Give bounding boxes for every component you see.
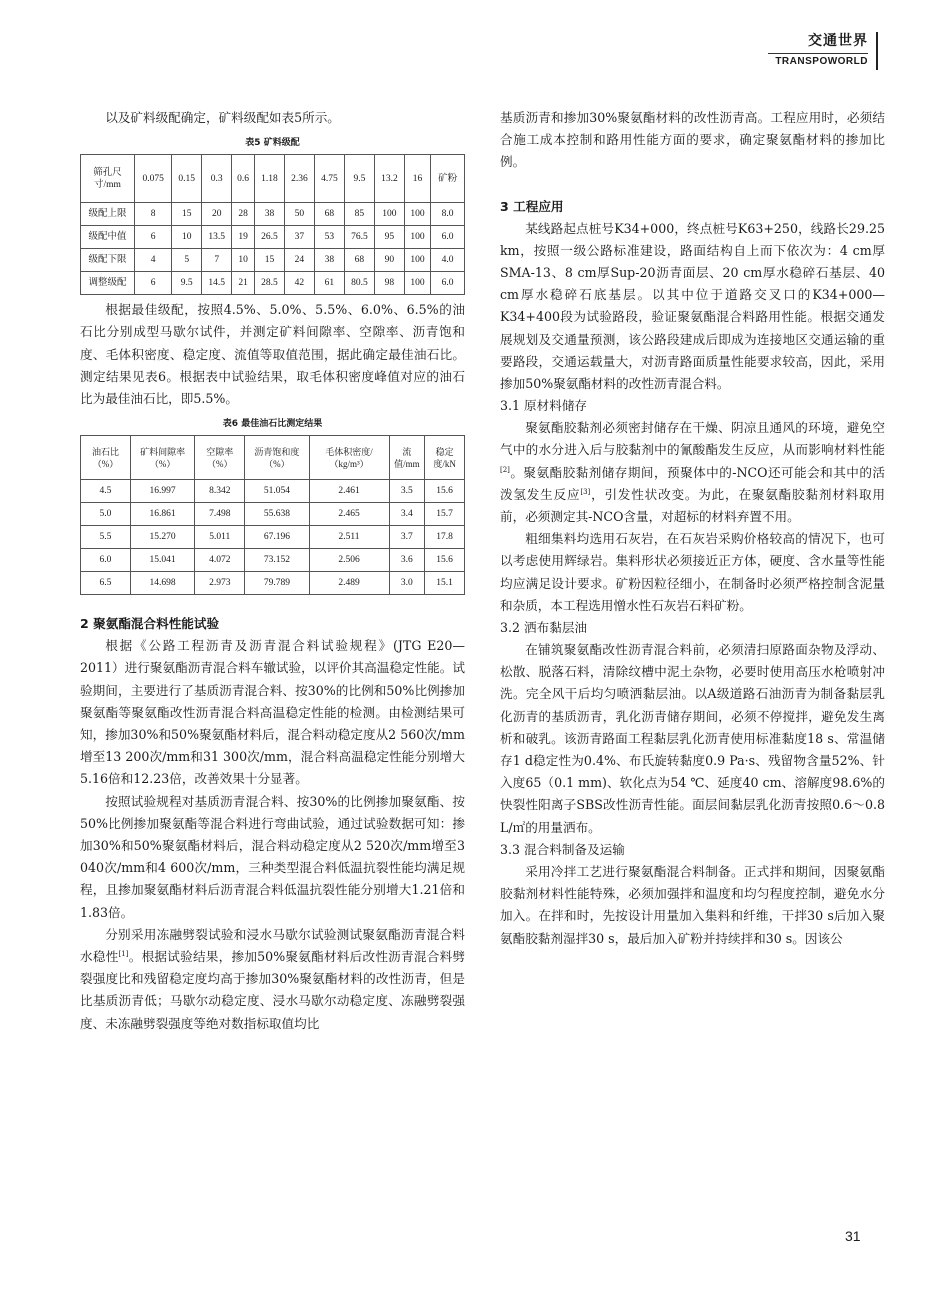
table-cell: 17.8 [425, 526, 465, 549]
table5-grading [80, 154, 465, 295]
table-cell: 51.054 [245, 480, 309, 503]
citation: [2] [500, 465, 510, 474]
table-cell: 2.461 [309, 480, 389, 503]
table-cell: 100 [404, 226, 430, 249]
text: 。聚氨酯胶黏剂储存期间，预聚体中的-NCO还可能会和其中的活泼氢发生反应 [500, 464, 885, 502]
citation: [3] [580, 487, 591, 496]
table-cell: 73.152 [245, 549, 309, 572]
table-row [81, 226, 465, 249]
table-cell: 3.6 [389, 549, 425, 572]
table-cell: 6 [135, 272, 172, 295]
table-cell: 级配上限 [81, 203, 135, 226]
paragraph: 根据最佳级配，按照4.5%、5.0%、5.5%、6.0%、6.5%的油石比分别成型马歇尔试件，并测定矿料间隙率、空隙率、沥青饱和度、毛体积密度、稳定度、流值等取值范围，据此确定最佳油石比。测定结果见表6。根据表中试验结果，取毛体积密度峰值对应的油石比为最佳油石比，即5.5%。 [80, 302, 465, 407]
table-cell: 2.511 [309, 526, 389, 549]
table-row [81, 480, 465, 503]
table-cell: 10 [172, 226, 202, 249]
table-cell: 95 [374, 226, 404, 249]
right-column [500, 107, 885, 950]
table-cell: 15.270 [130, 526, 194, 549]
table-cell: 8.342 [195, 480, 245, 503]
table-cell: 67.196 [245, 526, 309, 549]
table-cell: 级配中值 [81, 226, 135, 249]
table-cell: 6 [135, 226, 172, 249]
table-header-cell: 1.18 [254, 155, 284, 203]
table-header-cell: 流值/mm [389, 436, 425, 480]
table-cell: 50 [284, 203, 314, 226]
table-cell: 2.489 [309, 572, 389, 595]
table5-caption: 表5 矿料级配 [245, 138, 300, 149]
table-cell: 4.5 [81, 480, 131, 503]
table-cell: 85 [344, 203, 374, 226]
paragraph [80, 924, 465, 1035]
table6-caption: 表6 最佳油石比测定结果 [222, 419, 323, 430]
table-header-cell: 13.2 [374, 155, 404, 203]
table-header-cell: 矿粉 [431, 155, 465, 203]
table-cell: 100 [404, 203, 430, 226]
table-cell: 4 [135, 249, 172, 272]
table-cell: 14.698 [130, 572, 194, 595]
table-cell: 98 [374, 272, 404, 295]
table-row [81, 203, 465, 226]
table-cell: 15.7 [425, 503, 465, 526]
table-cell: 68 [344, 249, 374, 272]
table-cell: 76.5 [344, 226, 374, 249]
table-cell: 61 [314, 272, 344, 295]
text: 分别采用冻融劈裂试验和浸水马歇尔试验测试聚氨酯沥青混合料水稳性 [80, 926, 465, 965]
citation: [1] [118, 949, 129, 958]
table-cell: 13.5 [202, 226, 232, 249]
table-cell: 4.072 [195, 549, 245, 572]
table-cell: 6.0 [431, 272, 465, 295]
table-header-cell: 空隙率（%） [195, 436, 245, 480]
table-row [81, 249, 465, 272]
table-cell: 19 [232, 226, 255, 249]
paragraph: 以及矿料级配确定，矿料级配如表5所示。 [105, 110, 340, 125]
table-cell: 38 [314, 249, 344, 272]
table-cell: 15.6 [425, 480, 465, 503]
paragraph: 某线路起点桩号K34+000，终点桩号K63+250，线路长29.25 km，按照一级公路标准建设，路面结构自上而下依次为：4 cm厚SMA-13、8 cm厚Sup-20沥青面层、20 cm厚水稳碎石基层、40 cm厚水稳碎石底基层。以其中位于道路交叉口的K34+000—K34+400段为试验路段，验证聚氨酯混合料路用性能。根据交通发展规划及交通量预测，该公路段建成后即成为连接地区交通运输的重要路段，交通运载量大，对沥青路面质量性能要求较高，因此，采用掺加50%聚氨酯材料的改性沥青混合料。 [500, 220, 885, 392]
table-cell: 55.638 [245, 503, 309, 526]
table-row [81, 572, 465, 595]
header-rule [768, 53, 868, 54]
table-cell: 6.0 [431, 226, 465, 249]
table-header-cell: 16 [404, 155, 430, 203]
table-header-cell: 4.75 [314, 155, 344, 203]
table-cell: 100 [404, 249, 430, 272]
table-cell: 调整级配 [81, 272, 135, 295]
table-cell: 3.0 [389, 572, 425, 595]
table-cell: 7 [202, 249, 232, 272]
table-cell: 3.5 [389, 480, 425, 503]
table-cell: 26.5 [254, 226, 284, 249]
table-header-cell: 稳定度/kN [425, 436, 465, 480]
journal-name-en: TRANSPOWORLD [775, 56, 868, 67]
table-cell: 5.5 [81, 526, 131, 549]
table-cell: 10 [232, 249, 255, 272]
paragraph: 根据《公路工程沥青及沥青混合料试验规程》(JTG E20—2011）进行聚氨酯沥青混合料车辙试验，以评价其高温稳定性能。试验期间，主要进行了基质沥青混合料、按30%的比例和50%比例掺加聚氨酯等聚氨酯改性沥青混合料高温稳定性能的检测。由检测结果可知，掺加30%和50%聚氨酯材料后，混合料动稳定度从2 560次/mm增至13 200次/mm和31 300次/mm，混合料高温稳定性能分别增大5.16倍和12.23倍，改善效果十分显著。 [80, 638, 465, 787]
table-cell: 15.1 [425, 572, 465, 595]
journal-header [758, 30, 878, 72]
table-cell: 24 [284, 249, 314, 272]
table-cell: 15 [172, 203, 202, 226]
table-cell: 8.0 [431, 203, 465, 226]
table-cell: 3.4 [389, 503, 425, 526]
table-row [81, 503, 465, 526]
table-cell: 2.506 [309, 549, 389, 572]
table-cell: 2.465 [309, 503, 389, 526]
left-column [80, 107, 465, 1035]
table-header-cell: 油石比（%） [81, 436, 131, 480]
table-header-cell: 毛体积密度/（kg/m³） [309, 436, 389, 480]
table-header-cell: 0.3 [202, 155, 232, 203]
paragraph: 按照试验规程对基质沥青混合料、按30%的比例掺加聚氨酯、按50%比例掺加聚氨酯等混合料进行弯曲试验，通过试验数据可知：掺加30%和50%聚氨酯材料后，混合料动稳定度从2 520次/mm增至3 040次/mm和4 600次/mm，三种类型混合料低温抗裂性能均满足规程，且掺加聚氨酯材料后沥青混合料低温抗裂性能分别增大1.21倍和1.83倍。 [80, 793, 465, 920]
table6-optimum-ratio [80, 435, 465, 595]
table-cell: 16.861 [130, 503, 194, 526]
table-row [81, 526, 465, 549]
table-cell: 级配下限 [81, 249, 135, 272]
table-cell: 90 [374, 249, 404, 272]
table-cell: 2.973 [195, 572, 245, 595]
table-cell: 53 [314, 226, 344, 249]
table-cell: 68 [314, 203, 344, 226]
table-cell: 8 [135, 203, 172, 226]
table-cell: 100 [374, 203, 404, 226]
table-cell: 3.7 [389, 526, 425, 549]
table-cell: 7.498 [195, 503, 245, 526]
journal-name-cn: 交通世界 [808, 33, 868, 49]
table-cell: 42 [284, 272, 314, 295]
text: 聚氨酯胶黏剂必须密封储存在干燥、阴凉且通风的环境，避免空气中的水分进入后与胶黏剂中的氰酸酯发生反应，从而影响材料性能 [500, 420, 885, 458]
table-header-cell: 沥青饱和度（%） [245, 436, 309, 480]
text: 。根据试验结果，掺加50%聚氨酯材料后改性沥青混合料劈裂强度比和残留稳定度均高于掺加30%聚氨酯材料的改性沥青，但是比基质沥青低；马歇尔动稳定度、浸水马歇尔动稳定度、冻融劈裂强度、未冻融劈裂强度等绝对数指标取值均比 [80, 949, 466, 1031]
table-row [81, 272, 465, 295]
paragraph: 基质沥青和掺加30%聚氨酯材料的改性沥青高。工程应用时，必须结合施工成本控制和路用性能方面的要求，确定聚氨酯材料的掺加比例。 [500, 110, 885, 170]
paragraph: 粗细集料均选用石灰岩，在石灰岩采购价格较高的情况下，也可以考虑使用辉绿岩。集料形状必须接近正方体，硬度、含水量等性能均应满足设计要求。矿粉因粒径细小，在制备时必须严格控制含泥量和杂质，本工程选用憎水性石灰岩石料矿粉。 [500, 531, 885, 613]
table-cell: 100 [404, 272, 430, 295]
table-cell: 38 [254, 203, 284, 226]
subsection-3-3-title: 3.3 混合料制备及运输 [500, 841, 625, 857]
paragraph [500, 417, 885, 528]
subsection-3-1-title: 3.1 原材料储存 [500, 398, 588, 414]
table-cell: 15.6 [425, 549, 465, 572]
table-header-cell: 0.15 [172, 155, 202, 203]
table-cell: 6.5 [81, 572, 131, 595]
table-cell: 16.997 [130, 480, 194, 503]
page-number: 31 [845, 1228, 861, 1244]
table-cell: 6.0 [81, 549, 131, 572]
table-header-cell: 2.36 [284, 155, 314, 203]
table-cell: 4.0 [431, 249, 465, 272]
table-header-cell: 矿料间隙率（%） [130, 436, 194, 480]
table-header-cell: 筛孔尺寸/mm [81, 155, 135, 203]
paragraph: 采用冷拌工艺进行聚氨酯混合料制备。正式拌和期间，因聚氨酯胶黏剂材料性能特殊，必须加强拌和温度和均匀程度控制，避免水分加入。在拌和时，先按设计用量加入集料和纤维，干拌30 s后加入聚氨酯胶黏剂湿拌30 s，最后加入矿粉并持续拌和30 s。因该公 [500, 863, 885, 946]
table-cell: 21 [232, 272, 255, 295]
table-cell: 80.5 [344, 272, 374, 295]
table-cell: 14.5 [202, 272, 232, 295]
table-cell: 20 [202, 203, 232, 226]
table-row [81, 549, 465, 572]
table-cell: 28 [232, 203, 255, 226]
table-cell: 15 [254, 249, 284, 272]
table-cell: 5 [172, 249, 202, 272]
table-cell: 15.041 [130, 549, 194, 572]
header-bar [876, 32, 878, 70]
table-cell: 5.0 [81, 503, 131, 526]
table-cell: 79.789 [245, 572, 309, 595]
table-header-cell: 0.6 [232, 155, 255, 203]
table-header-cell: 0.075 [135, 155, 172, 203]
table-cell: 37 [284, 226, 314, 249]
table-cell: 5.011 [195, 526, 245, 549]
text: ，引发性状改变。为此，在聚氨酯胶黏剂材料取用前，必须测定其-NCO含量，对超标的材料弃置不用。 [500, 486, 886, 525]
table-cell: 28.5 [254, 272, 284, 295]
section-3-title: 3 工程应用 [500, 198, 564, 214]
subsection-3-2-title: 3.2 洒布黏层油 [500, 620, 588, 636]
paragraph: 在铺筑聚氨酯改性沥青混合料前，必须清扫原路面杂物及浮动、松散、脱落石料，清除纹槽中泥土杂物，必要时使用高压水枪喷射冲洗。完全风干后均匀喷洒黏层油。以A级道路石油沥青为制备黏层乳化沥青的基质沥青，乳化沥青储存期间，必须不停搅拌，避免发生离析和破乳。该沥青路面工程黏层乳化沥青使用标准黏度18 s、常温储存1 d稳定性为0.4%、布氏旋转黏度0.9 Pa·s、残留物含量52%、针入度65（0.1 mm)、软化点为54 ℃、延度40 cm、溶解度98.6%的快裂性阳离子SBS改性沥青性能。面层间黏层乳化沥青按照0.6～0.8 L/㎡的用量洒布。 [500, 642, 885, 835]
section-2-title: 2 聚氨酯混合料性能试验 [80, 616, 220, 632]
table-header-cell: 9.5 [344, 155, 374, 203]
table-cell: 9.5 [172, 272, 202, 295]
